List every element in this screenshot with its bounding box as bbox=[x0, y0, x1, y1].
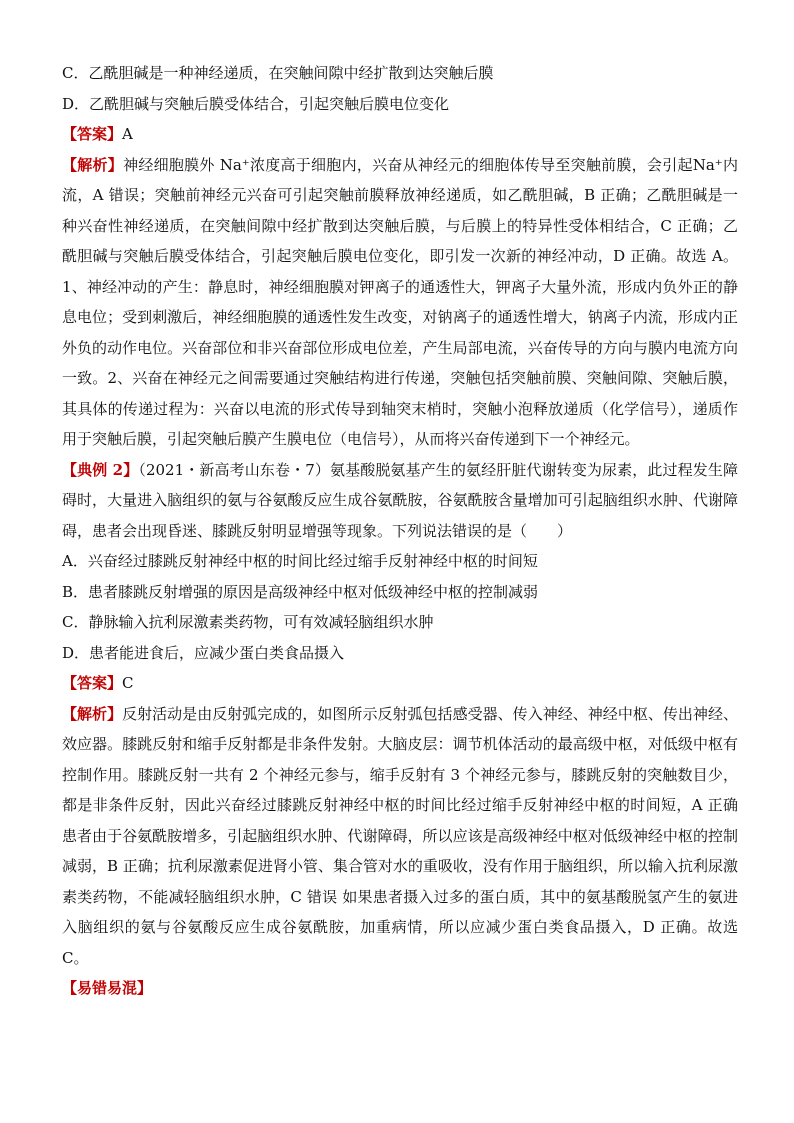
analysis-tag: 【解析】 bbox=[62, 155, 124, 174]
question-source: （2021・新高考山东卷・7） bbox=[138, 460, 330, 479]
q2-option-c: C．静脉输入抗利尿激素类药物，可有效减轻脑组织水肿 bbox=[62, 613, 434, 631]
q1-analysis bbox=[62, 150, 738, 455]
answer-tag: 【答案】 bbox=[62, 674, 123, 692]
analysis-text: 反射活动是由反射弧完成的，如图所示反射弧包括感受器、传入神经、神经中枢、传出神经、效应器。膝跳反射和缩手反射都是非条件发射。大脑皮层：调节机体活动的最高级中枢，对低级中枢有控制作用。膝跳反射一共有 2 个神经元参与，缩手反射有 3 个神经元参与，膝跳反射的突触数目少，都是非条件反射，因此兴奋经过膝跳反射神经中枢的时间比经过缩手反射神经中枢的时间短，A 正确 患者由于谷氨酰胺增多，引起脑组织水肿、代谢障碍，所以应该是高级神经中枢对低级神经中枢的控制减弱，B 正确；抗利尿激素促进肾小管、集合管对水的重吸收，没有作用于脑组织，所以输入抗利尿激素类药物，不能减轻脑组织水肿，C 错误 如果患者摄入过多的蛋白质，其中的氨基酸脱氢产生的氨进入脑组织的氨与谷氨酸反应生成谷氨酰胺，加重病情，所以应减少蛋白类食品摄入，D 正确。故选 C。 bbox=[62, 704, 738, 967]
q1-answer-row bbox=[62, 119, 738, 150]
answer-value: A bbox=[122, 125, 133, 143]
document-body bbox=[62, 58, 738, 1004]
answer-value: C bbox=[122, 674, 134, 692]
q2-stem bbox=[62, 455, 738, 547]
example-tag: 【典例 2】 bbox=[62, 460, 139, 479]
q2-analysis bbox=[62, 699, 738, 974]
section-footer bbox=[62, 973, 738, 1004]
analysis-text: 神经细胞膜外 Na⁺浓度高于细胞内，兴奋从神经元的细胞体传导至突触前膜，会引起Na⁺内流，A 错误；突触前神经元兴奋可引起突触前膜释放神经递质，如乙酰胆碱，B 正确；乙酰胆碱是一种兴奋性神经递质，在突触间隙中经扩散到达突触后膜，与后膜上的特异性受体相结合，C 正确；乙酰胆碱与突触后膜受体结合，引起突触后膜电位变化，即引发一次新的神经冲动，D 正确。故选 A。1、神经冲动的产生：静息时，神经细胞膜对钾离子的通透性大，钾离子大量外流，形成内负外正的静息电位；受到刺激后，神经细胞膜的通透性发生改变，对钠离子的通透性增大，钠离子内流，形成内正外负的动作电位。兴奋部位和非兴奋部位形成电位差，产生局部电流，兴奋传导的方向与膜内电流方向一致。2、兴奋在神经元之间需要通过突触结构进行传递，突触包括突触前膜、突触间隙、突触后膜，其具体的传递过程为：兴奋以电流的形式传导到轴突末梢时，突触小泡释放递质（化学信号），递质作用于突触后膜，引起突触后膜产生膜电位（电信号），从而将兴奋传递到下一个神经元。 bbox=[62, 155, 738, 448]
q2-option-b: B．患者膝跳反射增强的原因是高级神经中枢对低级神经中枢的控制减弱 bbox=[62, 582, 539, 601]
q2-option-d: D．患者能进食后，应减少蛋白类食品摄入 bbox=[62, 643, 345, 662]
q1-option-c: C．乙酰胆碱是一种神经递质，在突触间隙中经扩散到达突触后膜 bbox=[62, 64, 494, 82]
q2-option-a: A．兴奋经过膝跳反射神经中枢的时间比经过缩手反射神经中枢的时间短 bbox=[62, 552, 538, 570]
answer-tag: 【答案】 bbox=[62, 125, 123, 143]
question-stem: 氨基酸脱氨基产生的氨经肝脏代谢转变为尿素，此过程发生障碍时，大量进入脑组织的氨与谷氨酸反应生成谷氨酰胺，谷氨酰胺含量增加可引起脑组织水肿、代谢障碍，患者会出现昏迷、膝跳反射明显增强等现象。下列说法错误的是（ ） bbox=[62, 460, 738, 540]
q1-option-d: D．乙酰胆碱与突触后膜受体结合，引起突触后膜电位变化 bbox=[62, 94, 450, 113]
q2-answer-row bbox=[62, 668, 738, 699]
common-mistakes-tag: 【易错易混】 bbox=[62, 979, 153, 997]
analysis-tag: 【解析】 bbox=[62, 704, 123, 723]
